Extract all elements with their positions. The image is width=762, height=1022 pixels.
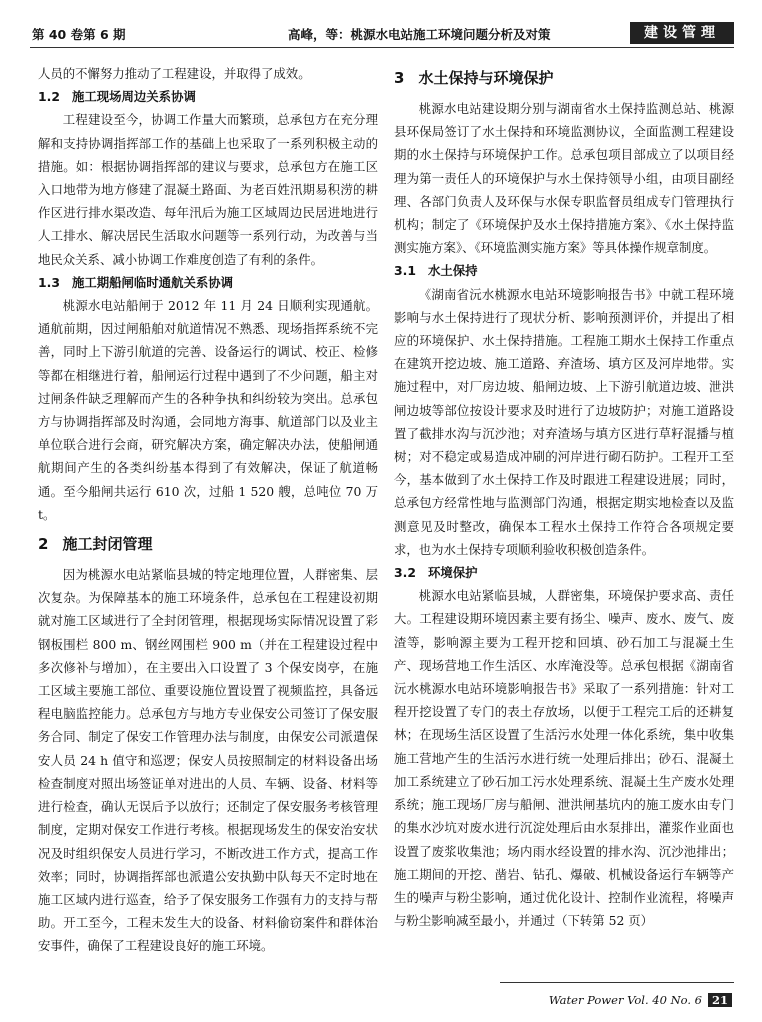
running-header — [30, 22, 734, 44]
section-heading-1-2 — [38, 85, 378, 108]
right-column — [394, 62, 734, 932]
section-heading-3-1 — [394, 259, 734, 282]
running-title: 高峰，等：桃源水电站施工环境问题分析及对策 — [288, 27, 551, 42]
section-number: 1.2 — [38, 89, 60, 105]
left-column — [38, 62, 378, 958]
paragraph: 桃源水电站船闸于 2012 年 11 月 24 日顺利实现通航。通航前期，因过闸船舶对航道情况不熟悉、现场指挥系统不完善，同时上下游引航道的完善、设备运行的调试、校正、检修等都在相继进行着，船闸运行过程中遇到了不少问题，船主对过闸条件缺乏理解而产生的各种争执和纠纷较为突出。总承包方与协调指挥部及时沟通，会同地方海事、航道部门以及业主单位联合进行会商，研究解决方案，确定解决办法，使船闸通航期间产生的各类纠纷基本得到了有效解决，保证了航道畅通。至今船闸共运行 610 次，过船 1 520 艘，总吨位 70 万 t。 — [38, 298, 378, 522]
section-title: 水土保持与环境保护 — [418, 69, 554, 87]
section-title: 环境保护 — [427, 565, 478, 581]
section-title: 施工期船闸临时通航关系协调 — [71, 274, 234, 290]
section-heading-3 — [394, 66, 734, 90]
paragraph: 桃源水电站建设期分别与湖南省水土保持监测总站、桃源县环保局签订了水土保持和环境监测协议，全面监测工程建设期的水土保持与环境保护工作。总承包项目部成立了以项目经理为第一责任人的环境保护与水土保持领导小组，由项目副经理、各部门负责人及环保与水保专职监督员组成专门管理执行机构；制定了《环境保护及水土保持措施方案》、《水土保持监测实施方案》、《环境监测实施方案》等具体操作规章制度。 — [394, 101, 734, 256]
page-footer — [549, 993, 732, 1007]
header-rule — [30, 47, 734, 48]
section-number: 3.1 — [394, 263, 416, 279]
paragraph: 桃源水电站紧临县城，人群密集，环境保护要求高、责任大。工程建设期环境因素主要有扬尘、噪声、废水、废气、废渣等，影响源主要为工程开挖和回填、砂石加工与混凝土生产、现场营地工作生活区、水库淹没等。总承包根据《湖南省沅水桃源水电站环境影响报告书》采取了一系列措施：针对工程开挖设置了专门的表土存放场，以便于工程完工后的还耕复林；在现场生活区设置了生活污水处理一体化系统，集中收集施工营地产生的生活污水进行统一处理后排出；砂石、混凝土加工系统建立了砂石加工污水处理系统、混凝土生产废水处理系统；施工现场厂房与船闸、泄洪闸基坑内的施工废水由专门的集水沙坑对废水进行沉淀处理后由水泵排出，灌浆作业面也设置了废浆收集池；场内雨水经设置的排水沟、沉沙池排出；施工期间的开挖、凿岩、钻孔、爆破、机械设备运行车辆等产生的噪声与粉尘影响，通过优化设计、控制作业流程，将噪声与粉尘影响减至最小，并通过（下转第 52 页） — [394, 588, 734, 929]
section-number: 2 — [38, 535, 49, 554]
footer-rule — [500, 982, 734, 983]
section-heading-2 — [38, 532, 378, 556]
volume-label: 第 40 卷第 6 期 — [32, 27, 126, 42]
paragraph: 工程建设至今，协调工作量大而繁琐，总承包方在充分理解和支持协调指挥部工作的基础上也采取了一系列积极主动的措施。如：根据协调指挥部的建议与要求，总承包方在施工区入口地带为地方修建了混凝土路面、为老百姓汛期易积涝的耕作区进行排水渠改造、每年汛后为施工区域周边民居进地进行人工排水、解决居民生活取水问题等一系列行动，为改善与当地民众关系、减小协调工作难度创造了有利的条件。 — [38, 112, 378, 267]
section-heading-1-3 — [38, 271, 378, 294]
section-title: 施工封闭管理 — [62, 535, 153, 554]
section-number: 1.3 — [38, 274, 60, 290]
section-title: 水土保持 — [427, 263, 478, 279]
footer-journal: Water Power Vol. 40 No. 6 — [548, 993, 702, 1007]
section-heading-3-2 — [394, 561, 734, 584]
journal-section-badge: 建设管理 — [630, 22, 734, 44]
paragraph: 《湖南省沅水桃源水电站环境影响报告书》中就工程环境影响与水土保持进行了现状分析、影响预测评价，并提出了相应的环境保护、水土保持措施。工程施工期水土保持工作重点在建筑开挖边坡、施工道路、弃渣场、填方区及河岸地带。实施过程中，对厂房边坡、船闸边坡、上下游引航道边坡、泄洪闸边坡等部位按设计要求及时进行了边坡防护；对施工道路设置了截排水沟与沉沙池；对弃渣场与填方区进行草籽混播与植树；对不稳定或易造成冲刷的河岸进行砌石防护。工程开工至今，基本做到了水土保持工作及时跟进工程建设进展；同时，总承包方经常性地与监测部门沟通，根据定期实地检查以及监测意见及时整改，确保本工程水土保持工作符合各项规定要求，也为水土保持专项顺利验收积极创造条件。 — [394, 286, 734, 557]
section-title: 施工现场周边关系协调 — [71, 89, 196, 105]
paragraph: 因为桃源水电站紧临县城的特定地理位置，人群密集、层次复杂。为保障基本的施工环境条件，总承包在工程建设初期就对施工区域进行了全封闭管理，根据现场实际情况设置了彩钢板围栏 800 m、钢丝网围栏 900 m（并在工程建设过程中多次修补与增加），在主要出入口设置了 3 个保安岗亭，在施工区域主要施工部位、重要设施位置设置了视频监控，具备远程电脑监控能力。总承包方与地方专业保安公司签订了保安服务合同、制定了保安工作管理办法与制度，由保安公司派遣保安人员 24 h 值守和巡逻；保安人员按照制定的材料设备出场检查制度对照出场签证单对进出的人员、车辆、设备、材料等进行检查，确认无误后予以放行；还制定了保安服务考核管理制度，定期对保安工作进行考核。根据现场发生的保安治安状况及时组织保安人员进行学习，不断改进工作方式，提高工作效率；同时，协调指挥部也派遣公安执勤中队每天不定时地在施工区域内进行巡查，给予了保安服务工作强有力的支持与帮助。开工至今，工程未发生大的设备、材料偷窃案件和群体治安事件，确保了工程建设良好的施工环境。 — [38, 567, 378, 954]
section-number: 3 — [394, 69, 405, 87]
continued-paragraph: 人员的不懈努力推动了工程建设，并取得了成效。 — [38, 66, 311, 81]
section-number: 3.2 — [394, 565, 416, 581]
page-number: 21 — [708, 993, 732, 1007]
